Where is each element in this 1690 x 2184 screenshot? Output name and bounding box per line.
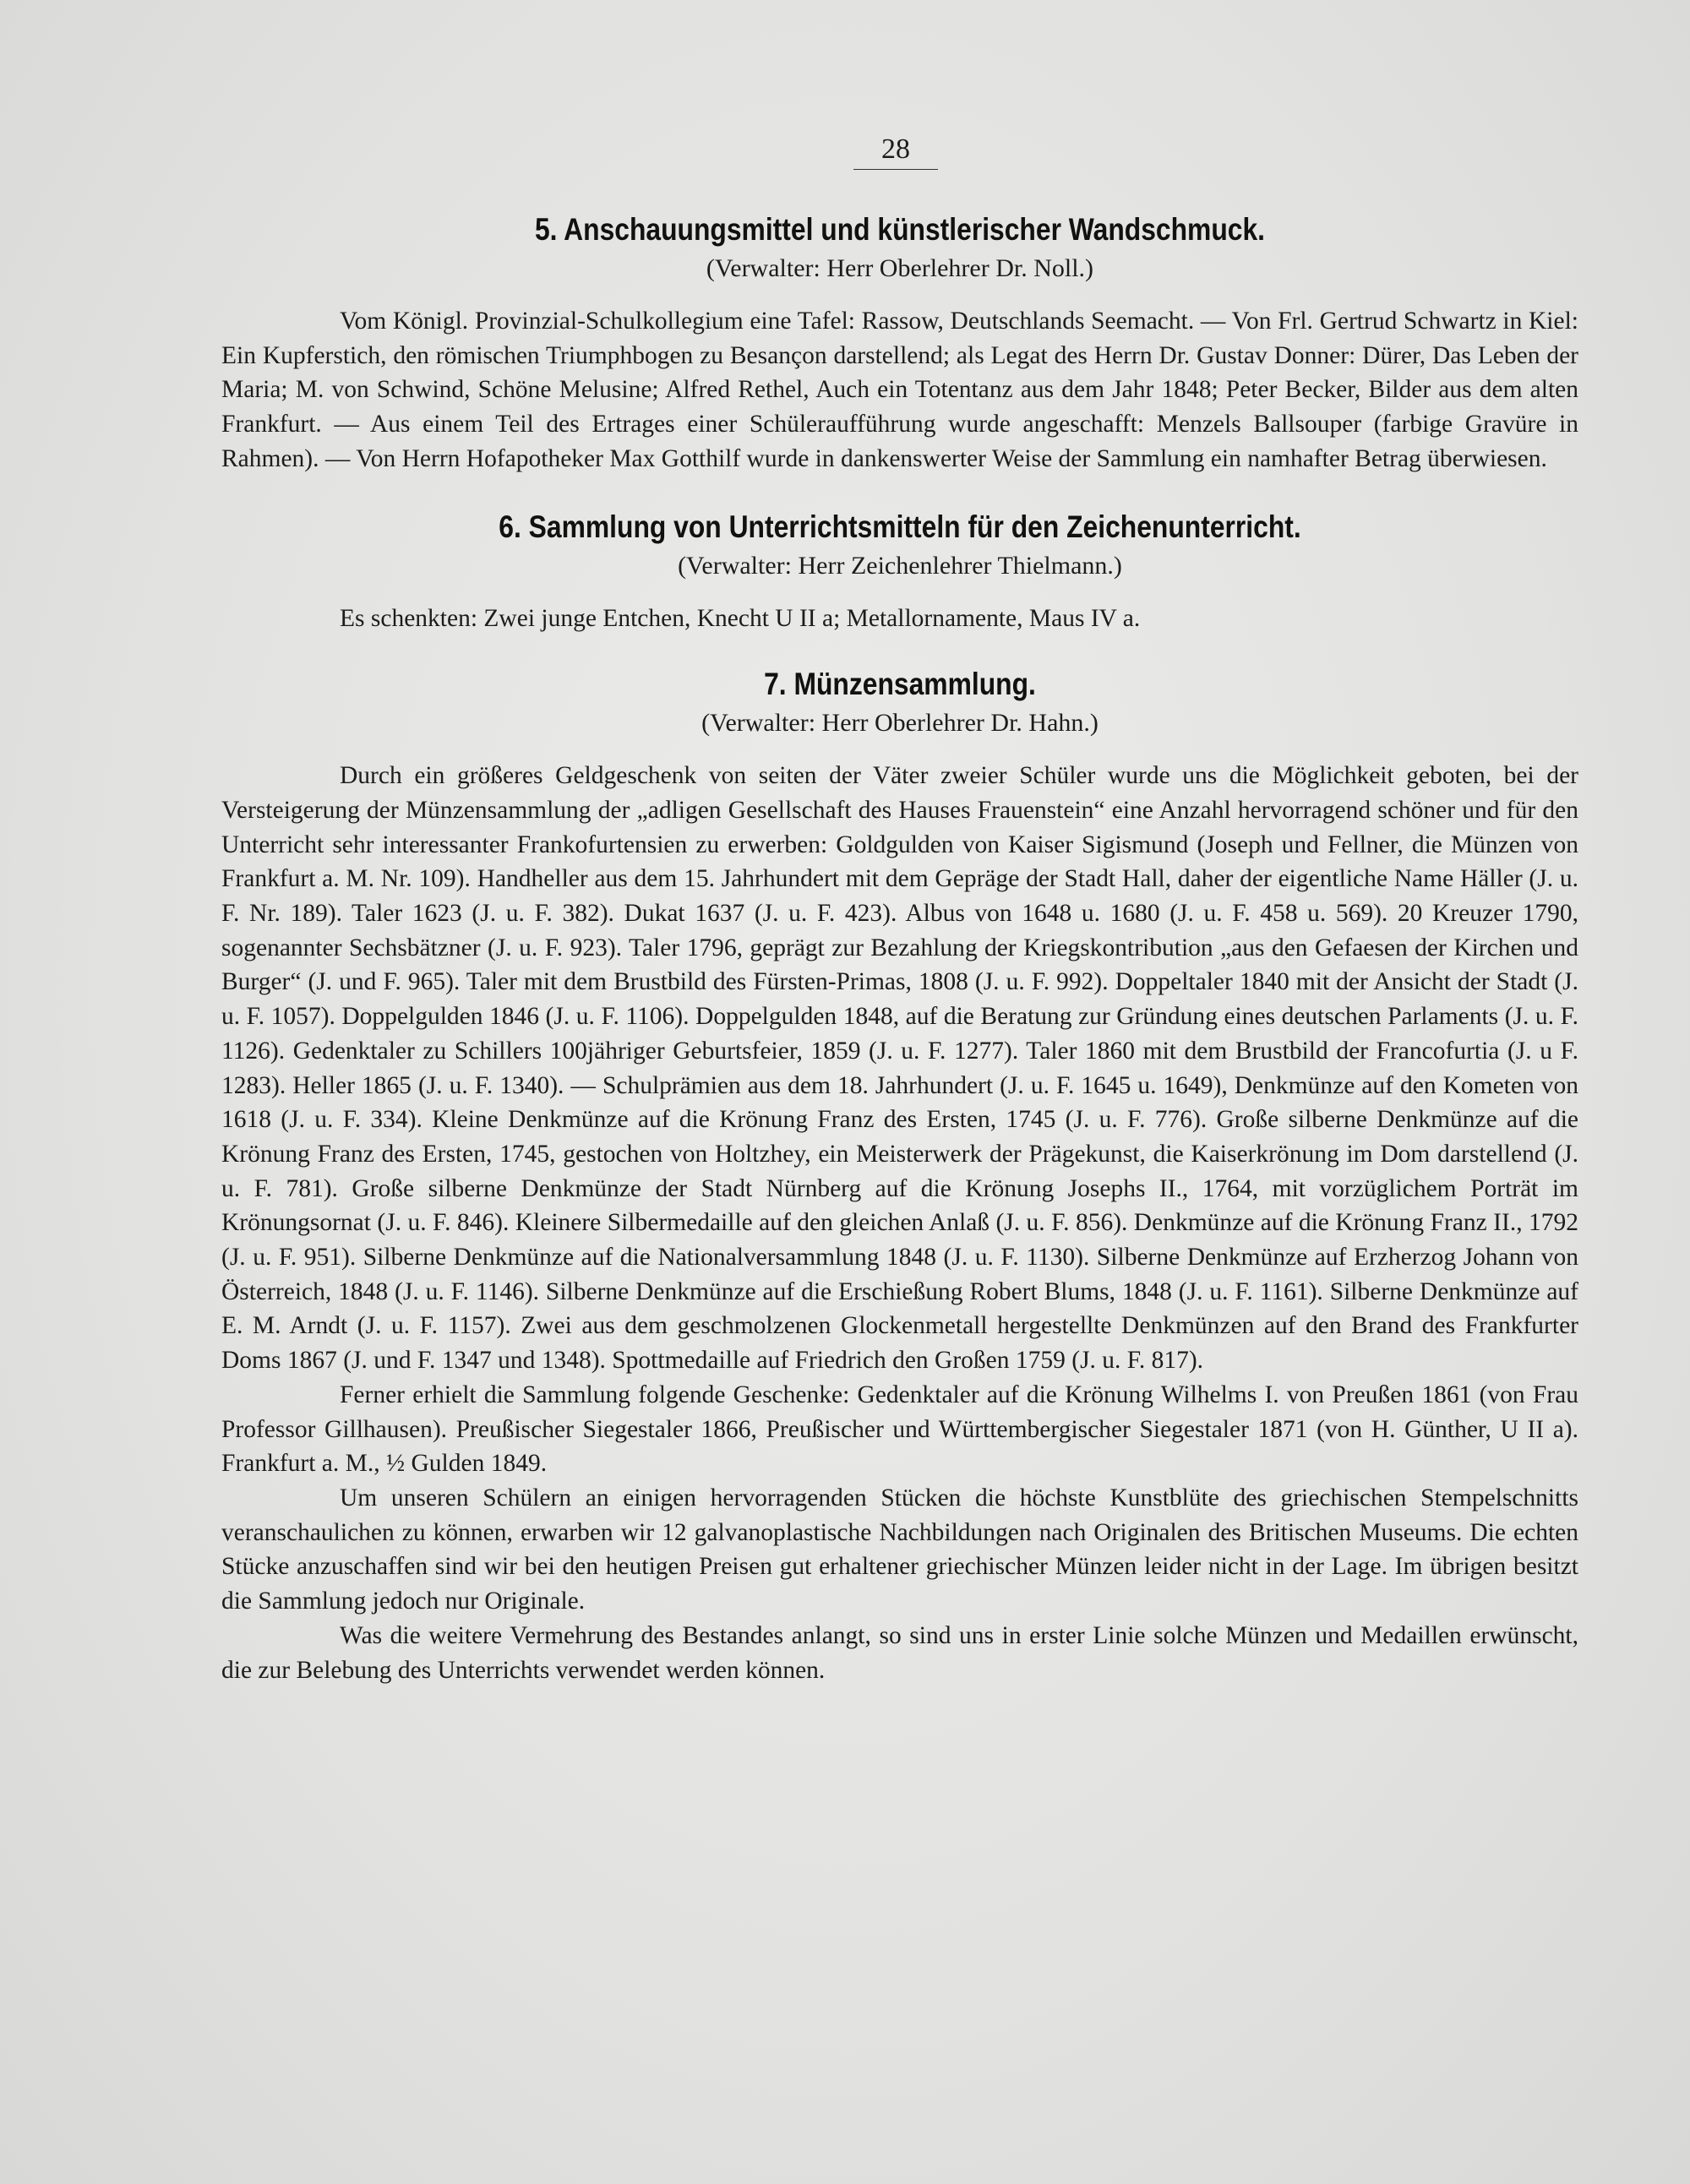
section-paragraph: Ferner erhielt die Sammlung folgende Geschenke: Gedenktaler auf die Krönung Wilhelms I. von Preußen 1861 (von Frau Professor Gillhausen). Preußischer Siegestaler 1866, Preußischer und Württembergischer Siegestaler 1871 (von H. Günther, U II a). Frankfurt a. M., ½ Gulden 1849.	[221, 1381, 1578, 1478]
section-heading: 6. Sammlung von Unterrichtsmitteln für den Zeichenunterricht.	[499, 509, 1301, 544]
section-paragraph: Was die weitere Vermehrung des Bestandes anlangt, so sind uns in erster Linie solche Münzen und Medaillen erwünscht, die zur Belebung des Unterrichts verwendet werden können.	[221, 1621, 1578, 1684]
section-anschauungsmittel	[221, 210, 1578, 477]
section-verwalter: (Verwalter: Herr Oberlehrer Dr. Hahn.)	[701, 709, 1098, 738]
section-paragraph: Vom Königl. Provinzial-Schulkollegium eine Tafel: Rassow, Deutschlands Seemacht. — Von Frl. Gertrud Schwartz in Kiel: Ein Kupferstich, den römischen Triumphbogen zu Besançon darstellend; als Legat des Herrn Dr. Gustav Donner: Dürer, Das Leben der Maria; M. von Schwind, Schöne Melusine; Alfred Rethel, Auch ein Totentanz aus dem Jahr 1848; Peter Becker, Bilder aus dem alten Frankfurt. — Aus einem Teil des Ertrages einer Schüleraufführung wurde angeschafft: Menzels Ballsouper (farbige Gravüre in Rahmen). — Von Herrn Hofapotheker Max Gotthilf wurde in dankenswerter Weise der Sammlung ein namhafter Betrag überwiesen.	[221, 308, 1578, 472]
section-verwalter: (Verwalter: Herr Oberlehrer Dr. Noll.)	[706, 254, 1094, 282]
section-paragraph: Durch ein größeres Geldgeschenk von seiten der Väter zweier Schüler wurde uns die Möglichkeit geboten, bei der Versteigerung der Münzensammlung der „adligen Gesellschaft des Hauses Frauenstein“ eine Anzahl hervorragend schöner und für den Unterricht sehr interessanter Frankofurtensien zu erwerben: Goldgulden von Kaiser Sigismund (Joseph und Fellner, die Münzen von Frankfurt a. M. Nr. 109). Handheller aus dem 15. Jahrhundert mit dem Gepräge der Stadt Hall, daher der eigentliche Name Häller (J. u. F. Nr. 189). Taler 1623 (J. u. F. 382). Dukat 1637 (J. u. F. 423). Albus von 1648 u. 1680 (J. u. F. 458 u. 569). 20 Kreuzer 1790, sogenannter Sechsbätzner (J. u. F. 923). Taler 1796, geprägt zur Bezahlung der Kriegskontribution „aus den Gefaesen der Kirchen und Burger“ (J. und F. 965). Taler mit dem Brustbild des Fürsten-Primas, 1808 (J. u. F. 992). Doppeltaler 1840 mit der Ansicht der Stadt (J. u. F. 1057). Doppelgulden 1846 (J. u. F. 1106). Doppelgulden 1848, auf die Beratung zur Gründung eines deutschen Parlaments (J. u. F. 1126). Gedenktaler zu Schillers 100jähriger Geburtsfeier, 1859 (J. u. F. 1277). Taler 1860 mit dem Brustbild der Francofurtia (J. u F. 1283). Heller 1865 (J. u. F. 1340). — Schulprämien aus dem 18. Jahrhundert (J. u. F. 1645 u. 1649), Denkmünze auf den Kometen von 1618 (J. u. F. 334). Kleine Denkmünze auf die Krönung Franz des Ersten, 1745 (J. u. F. 776). Große silberne Denkmünze auf die Krönung Franz des Ersten, 1745, gestochen von Holtzhey, ein Meisterwerk der Prägekunst, die Kaiserkrönung im Dom darstellend (J. u. F. 781). Große silberne Denkmünze der Stadt Nürnberg auf die Krönung Josephs II., 1764, mit vorzüglichem Porträt im Krönungsornat (J. u. F. 846). Kleinere Silbermedaille auf den gleichen Anlaß (J. u. F. 856). Denkmünze auf die Krönung Franz II., 1792 (J. u. F. 951). Silberne Denkmünze auf die Nationalversammlung 1848 (J. u. F. 1130). Silberne Denkmünze auf Erzherzog Johann von Österreich, 1848 (J. u. F. 1146). Silberne Denkmünze auf die Erschießung Robert Blums, 1848 (J. u. F. 1161). Silberne Denkmünze auf E. M. Arndt (J. u. F. 1157). Zwei aus dem geschmolzenen Glockenmetall hergestellte Denkmünzen auf den Brand des Frankfurter Doms 1867 (J. und F. 1347 und 1348). Spottmedaille auf Friedrich den Großen 1759 (J. u. F. 817).	[221, 762, 1578, 1375]
section-heading: 7. Münzensammlung.	[764, 667, 1036, 702]
page-body	[221, 210, 1578, 1687]
section-muenzensammlung	[221, 664, 1578, 1687]
page-number: 28	[853, 133, 938, 170]
section-paragraph: Um unseren Schülern an einigen hervorragenden Stücken die höchste Kunstblüte des griechischen Stempelschnitts veranschaulichen zu können, erwarben wir 12 galvanoplastische Nachbildungen nach Originalen des Britischen Museums. Die echten Stücke anzuschaffen sind wir bei den heutigen Preisen gut erhaltener griechischer Münzen leider nicht in der Lage. Im übrigen besitzt die Sammlung jedoch nur Originale.	[221, 1484, 1578, 1615]
section-verwalter: (Verwalter: Herr Zeichenlehrer Thielmann.)	[678, 551, 1122, 580]
section-paragraph: Es schenkten: Zwei junge Entchen, Knecht U II a; Metallornamente, Maus IV a.	[340, 604, 1141, 632]
section-zeichenunterricht	[221, 507, 1578, 636]
section-heading: 5. Anschauungsmittel und künstlerischer Wandschmuck.	[534, 212, 1266, 247]
